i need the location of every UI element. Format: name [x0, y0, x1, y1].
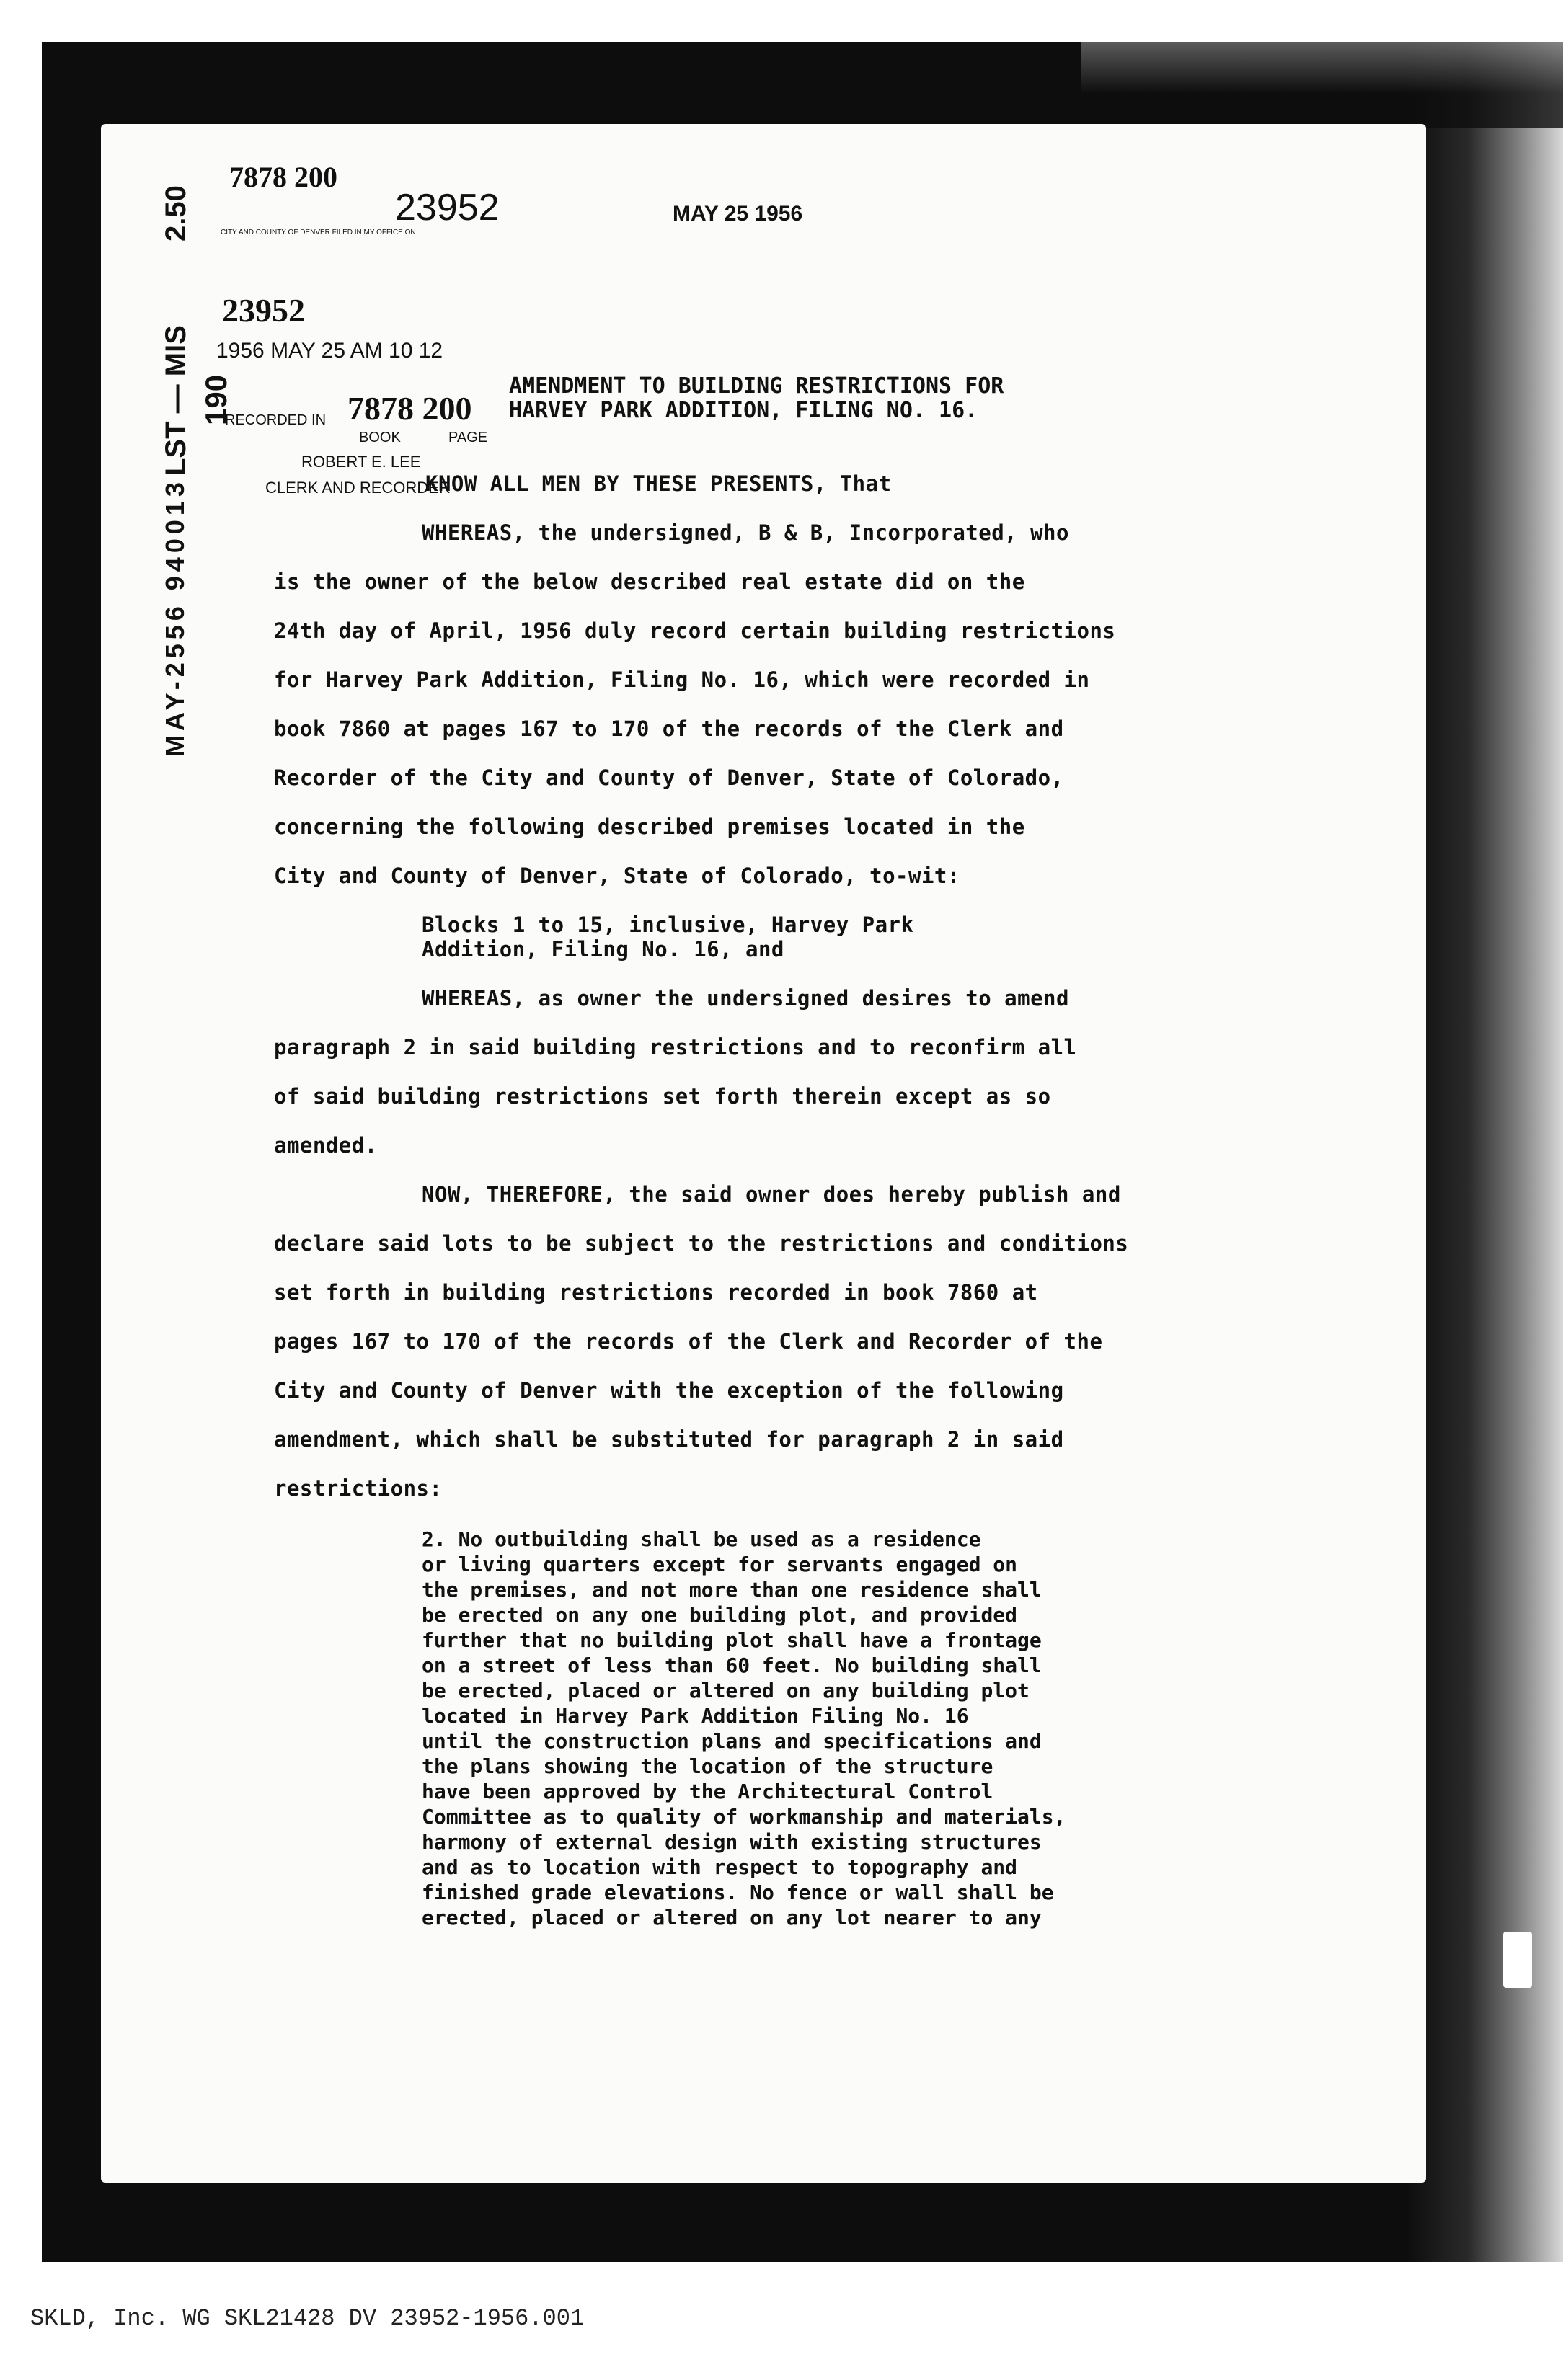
document-number-handwritten: 23952 — [395, 187, 500, 228]
body-line: amended. — [274, 1133, 378, 1158]
paragraph-line: on a street of less than 60 feet. No building shall — [422, 1653, 1042, 1677]
book-label: BOOK — [359, 430, 401, 445]
body-line: restrictions: — [274, 1476, 443, 1501]
scan-edge-shadow-top — [1081, 42, 1563, 128]
body-line: paragraph 2 in said building restrictions and to reconfirm all — [274, 1035, 1077, 1060]
margin-fee: 2.50 — [160, 185, 192, 241]
margin-codes: LST — MIS — [160, 325, 192, 476]
legal-description-line: Addition, Filing No. 16, and — [422, 937, 784, 962]
paragraph-line: be erected, placed or altered on any building plot — [422, 1679, 1030, 1702]
body-line: amendment, which shall be substituted for paragraph 2 in said — [274, 1427, 1064, 1452]
body-line: for Harvey Park Addition, Filing No. 16, which were recorded in — [274, 667, 1090, 692]
document-number-stamp: 23952 — [222, 292, 305, 329]
clerk-small-stamp: CITY AND COUNTY OF DENVER FILED IN MY OFFICE ON — [221, 228, 416, 236]
body-line: of said building restrictions set forth therein except as so — [274, 1084, 1051, 1109]
body-line: City and County of Denver, State of Colorado, to-wit: — [274, 863, 960, 888]
book-page-top-stamp: 7878 200 — [229, 161, 337, 193]
legal-description-line: Blocks 1 to 15, inclusive, Harvey Park — [422, 913, 914, 937]
body-line: WHEREAS, the undersigned, B & B, Incorporated, who — [422, 520, 1069, 545]
paragraph-line: harmony of external design with existing structures — [422, 1830, 1042, 1854]
body-line: 24th day of April, 1956 duly record certain building restrictions — [274, 618, 1116, 643]
body-line: pages 167 to 170 of the records of the Clerk and Recorder of the — [274, 1329, 1103, 1354]
paragraph-line: be erected on any one building plot, and provided — [422, 1603, 1018, 1627]
paragraph-line: the plans showing the location of the structure — [422, 1754, 993, 1778]
body-line: Recorder of the City and County of Denver, State of Colorado, — [274, 765, 1064, 790]
amended-paragraph-2 — [422, 1527, 1287, 1930]
paragraph-line: located in Harvey Park Addition Filing No. 16 — [422, 1704, 969, 1728]
margin-recorded-stamp: MAY-2556 940013 — [160, 478, 190, 757]
date-stamp: MAY 25 1956 — [673, 202, 803, 226]
paragraph-line: the premises, and not more than one residence shall — [422, 1578, 1042, 1602]
clerk-name: ROBERT E. LEE — [301, 453, 421, 471]
body-line: book 7860 at pages 167 to 170 of the records of the Clerk and — [274, 716, 1064, 741]
document-title-line-2: HARVEY PARK ADDITION, FILING NO. 16. — [509, 398, 978, 423]
paragraph-line: or living quarters except for servants engaged on — [422, 1553, 1018, 1576]
body-line: NOW, THEREFORE, the said owner does hereby publish and — [422, 1182, 1121, 1207]
book-page-stamp: 7878 200 — [347, 390, 472, 427]
body-line: WHEREAS, as owner the undersigned desires to amend — [422, 986, 1069, 1011]
margin-number: 190 — [199, 374, 233, 425]
body-line: declare said lots to be subject to the restrictions and conditions — [274, 1231, 1129, 1256]
body-line: concerning the following described premises located in the — [274, 814, 1025, 839]
body-line: set forth in building restrictions recorded in book 7860 at — [274, 1280, 1038, 1305]
page-label: PAGE — [448, 430, 488, 445]
paragraph-line: erected, placed or altered on any lot nearer to any — [422, 1906, 1042, 1930]
body-line: is the owner of the below described real estate did on the — [274, 569, 1025, 594]
body-line: City and County of Denver with the exception of the following — [274, 1378, 1064, 1403]
scan-edge-shadow — [1406, 42, 1563, 2262]
paragraph-line: finished grade elevations. No fence or wall shall be — [422, 1881, 1054, 1904]
time-stamp: 1956 MAY 25 AM 10 12 — [216, 339, 443, 363]
clerk-title: CLERK AND RECORDER — [265, 479, 451, 497]
paragraph-line: have been approved by the Architectural Control — [422, 1780, 993, 1803]
paragraph-line: Committee as to quality of workmanship and materials, — [422, 1805, 1066, 1829]
paragraph-line: 2. No outbuilding shall be used as a residence — [422, 1527, 981, 1551]
paragraph-line: and as to location with respect to topography and — [422, 1855, 1018, 1879]
document-title-line-1: AMENDMENT TO BUILDING RESTRICTIONS FOR — [509, 373, 1004, 399]
recorded-in-label: RECORDED IN — [225, 412, 327, 428]
page-notch — [1503, 1932, 1532, 1988]
footer-archive-id: SKLD, Inc. WG SKL21428 DV 23952-1956.001 — [30, 2305, 585, 2332]
paragraph-line: until the construction plans and specifications and — [422, 1729, 1042, 1753]
body-line: KNOW ALL MEN BY THESE PRESENTS, That — [425, 471, 892, 496]
paragraph-line: further that no building plot shall have a frontage — [422, 1628, 1042, 1652]
